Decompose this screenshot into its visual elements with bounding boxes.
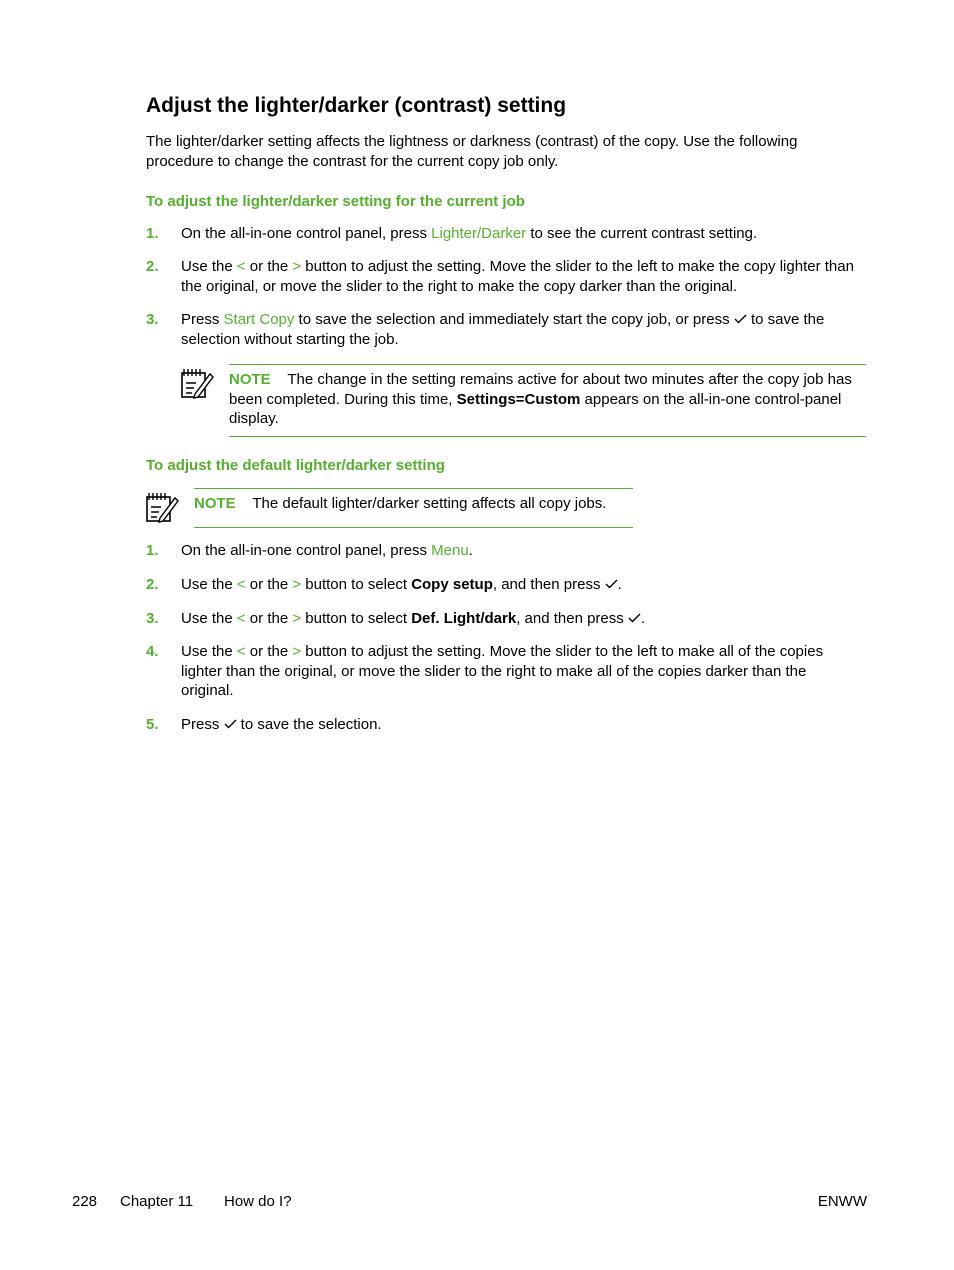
step-number: 5. (146, 716, 159, 733)
footer-page-number: 228 (72, 1193, 98, 1210)
page-title: Adjust the lighter/darker (contrast) setting (146, 94, 567, 117)
note-top-rule (229, 364, 866, 365)
step-text: Use the < or the > button to select Def. Light/dark, and then press . (181, 610, 646, 627)
left-arrow-button-ref: < (236, 576, 246, 593)
start-copy-button-ref: Start Copy (223, 311, 295, 328)
check-icon (224, 719, 237, 729)
step-number: 2. (146, 576, 159, 593)
note-bottom-rule (229, 436, 866, 437)
left-arrow-button-ref: < (236, 610, 246, 627)
intro-paragraph: The lighter/darker setting affects the lightness or darkness (contrast) of the copy. Use the following procedure to change the contrast for the current copy job only. (146, 133, 798, 170)
note-top-rule (194, 488, 633, 489)
menu-button-ref: Menu (431, 542, 469, 559)
right-arrow-button-ref: > (292, 610, 302, 627)
step-text: Press to save the selection. (181, 716, 382, 733)
check-icon (734, 314, 747, 324)
step-number: 3. (146, 311, 159, 328)
check-icon (605, 579, 618, 589)
step-text: Press Start Copy to save the selection and immediately start the copy job, or press to save the selection without starting the job. (181, 311, 825, 348)
step-text: Use the < or the > button to adjust the setting. Move the slider to the left to make the copy lighter than the original, or move the slider to the right to make the copy darker than the original. (181, 258, 854, 295)
step-number: 4. (146, 643, 159, 660)
step-number: 1. (146, 225, 159, 242)
right-arrow-button-ref: > (292, 258, 302, 275)
note-label: NOTE (194, 495, 236, 512)
step-number: 1. (146, 542, 159, 559)
step-number: 3. (146, 610, 159, 627)
section-title-current-job: To adjust the lighter/darker setting for the current job (146, 193, 525, 210)
note-default: NOTE The default lighter/darker setting affects all copy jobs. (194, 495, 607, 512)
step-text: On the all-in-one control panel, press Lighter/Darker to see the current contrast setting. (181, 225, 758, 242)
footer-chapter: Chapter 11 (120, 1193, 194, 1210)
note-bottom-rule (194, 527, 633, 528)
check-icon (628, 613, 641, 623)
right-arrow-button-ref: > (292, 643, 302, 660)
section-title-default: To adjust the default lighter/darker setting (146, 457, 445, 474)
right-arrow-button-ref: > (292, 576, 302, 593)
note-current-job: NOTE The change in the setting remains active for about two minutes after the copy job has been completed. During this time, Settings=Custom appears on the all-in-one control-panel display. (229, 371, 852, 427)
step-number: 2. (146, 258, 159, 275)
note-label: NOTE (229, 371, 271, 388)
footer-section: How do I? (224, 1193, 292, 1210)
left-arrow-button-ref: < (236, 643, 246, 660)
step-text: Use the < or the > button to adjust the setting. Move the slider to the left to make all of the copies lighter than the original, or move the slider to the right to make all of the copies darker than the original. (181, 643, 824, 699)
footer-right: ENWW (817, 1193, 867, 1210)
note-pencil-icon (180, 368, 214, 400)
lighter-darker-button-ref: Lighter/Darker (431, 225, 527, 242)
step-text: Use the < or the > button to select Copy setup, and then press . (181, 576, 622, 593)
step-text: On the all-in-one control panel, press Menu. (181, 542, 473, 559)
left-arrow-button-ref: < (236, 258, 246, 275)
note-pencil-icon (145, 492, 179, 524)
